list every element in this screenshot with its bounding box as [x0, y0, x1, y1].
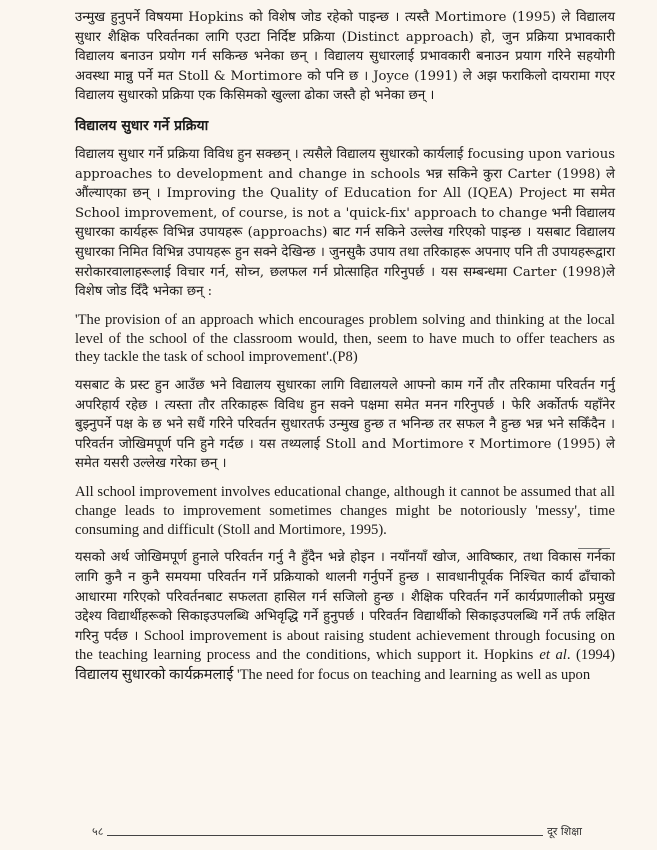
footer-rule	[107, 835, 543, 836]
paragraph-meaning-tail: . (1994) विद्यालय सुधारको कार्यक्रमलाई 'The need for focus on teaching and learning as well as upon	[75, 647, 615, 684]
paragraph-meaning	[75, 548, 615, 685]
paragraph-meaning-en: School improvement is about raising student achievement through focusing on the teaching learning process and the conditions, which support it. Hopkins	[75, 627, 615, 664]
et-al-italic: et al	[539, 647, 567, 664]
page-footer	[92, 824, 582, 839]
paragraph-change: यसबाट के प्रस्ट हुन आउँछ भने विद्यालय सुधारका लागि विद्यालयले आफ्नो काम गर्ने तौर तरिकामा परिवर्तन गर्नु अपरिहार्य रहेछ । त्यस्ता तौर तरिकाहरू विविध हुन सक्ने पक्षमा समेत मनन गरिनुपर्छ । फेरि अर्कोतर्फ यहाँनेर बुझ्नुपर्ने पक्ष के छ भने सधैं गरिने परिवर्तन सुधारतर्फ उन्मुख हुन्छ त भनिन्छ तर सफल नै हुन्छ भन्न भने सकिँदैन । परिवर्तन जोखिमपूर्ण पनि हुने गर्दछ । यस तथ्यलाई Stoll and Mortimore र Mortimore (1995) ले समेत यसरी उल्लेख गरेका छन् ।	[75, 378, 615, 472]
page-number: ५८	[92, 825, 104, 838]
paragraph-process: विद्यालय सुधार गर्ने प्रक्रिया विविध हुन सक्छन् । त्यसैले विद्यालय सुधारको कार्यलाई focusing upon various approaches to development and change in schools भन्न सकिने कुरा Carter (1998) ले औंल्याएका छन् । Improving the Quality of Education for All (IQEA) Project मा समेत School improvement, of course, is not a 'quick-fix' approach to change भनी विद्यालय सुधारका कार्यहरू विभिन्न उपायहरू (approachs) बाट गर्न सकिने उल्लेख गरिएको पाइन्छ । यसबाट विद्यालय सुधारका निमित विभिन्न उपायहरू हुन सक्ने देखिन्छ । जुनसुकै उपाय तथा तरिकाहरू अपनाए पनि ती उपायहरूद्वारा सरोकारवालाहरूलाई विचार गर्न, सोच्न, छलफल गर्न प्रोत्साहित गरिनुपर्छ । यस सम्बन्धमा Carter (1998)ले विशेष जोड दिँदै भनेका छन् :	[75, 146, 615, 300]
paragraph-intro: उन्मुख हुनुपर्ने विषयमा Hopkins को विशेष जोड रहेको पाइन्छ । त्यस्तै Mortimore (1995) ले विद्यालय सुधार शैक्षिक परिवर्तनका लागि एउटा निर्दिष्ट प्रक्रिया (Distinct approach) हो, जुन प्रक्रिया प्रभावकारी विद्यालय बनाउन प्रयोग गर्न सकिन्छ भनेका छन् । विद्यालय सुधारलाई प्रभावकारी बनाउन प्रयाग गरिने सहयोगी अवस्था मान्नु पर्ने मत Stoll & Mortimore को पनि छ । Joyce (1991) ले अझ फराकिलो दायरामा गएर विद्यालय सुधारको प्रक्रिया एक किसिमको खुल्ला ढोका जस्तै हो भनेका छन् ।	[75, 10, 615, 104]
quote-carter: 'The provision of an approach which encourages problem solving and thinking at the local level of the school of the classroom would, then, seem to have much to offer teachers as they tackle the task of school improvement'.(P8)	[75, 311, 615, 366]
paragraph-meaning-np: यसको अर्थ जोखिमपूर्ण हुनाले परिवर्तन गर्नु नै हुँदैन भन्ने होइन । नयाँनयाँ खोज, आविष्कार, तथा विकास गर्नका लागि कुनै न कुनै समयमा परिवर्तन गर्ने प्रक्रियाको थालनी गर्नुपर्ने हुन्छ । सावधानीपूर्वक निश्चित कार्य ढाँचाको आधारमा गरिएको परिवर्तनबाट सफलता हासिल गर्न सजिलो हुन्छ । शैक्षिक परिवर्तन गर्ने कार्यप्रणालीको प्रमुख उद्देश्य विद्यार्थीहरूको सिकाइउपलब्धि अभिवृद्धि गर्ने हुनुपर्छ । परिवर्तन विद्यार्थीको सिकाइउपलब्धि गर्ने तर्फ लक्षित गरिनु पर्दछ ।	[75, 550, 615, 644]
document-page	[75, 8, 615, 686]
section-heading: विद्यालय सुधार गर्ने प्रक्रिया	[75, 117, 209, 134]
publication-name: दूर शिक्षा	[547, 825, 582, 838]
scan-artifact-line	[578, 548, 610, 549]
quote-stoll-mortimore: All school improvement involves educational change, although it cannot be assumed that all change leads to improvement sometimes changes might be notoriously 'messy', time consuming and difficult (Stoll and Mortimore, 1995).	[75, 484, 615, 538]
